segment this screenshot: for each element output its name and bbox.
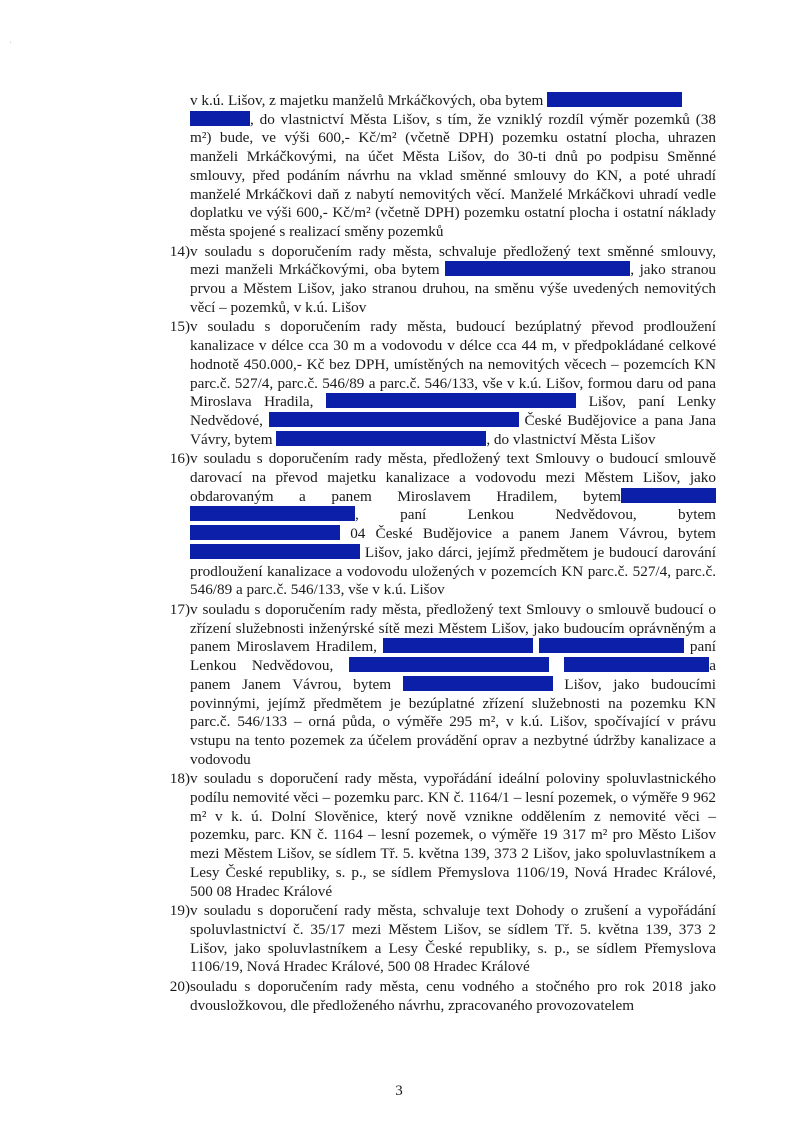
item-body — [190, 450, 716, 600]
intro-text-1: v k.ú. Lišov, z majetku manželů Mrkáčkových, oba bytem — [190, 92, 544, 109]
item-18 — [160, 770, 716, 901]
item-text: Lišov, jako dárci, jejímž předmětem je budoucí darování prodloužení kanalizace a vodovodu uložených v pozemcích KN parc.č. 527/4, parc.č. 546/89 a parc.č. 546/133, vše v k.ú. Lišov — [190, 543, 716, 599]
item-number: 14) — [169, 242, 190, 260]
item-body: souladu s doporučením rady města, cenu vodného a stočného pro rok 2018 jako dvousložkovou, dle předloženého návrhu, zpracovaného provozovatelem — [190, 978, 716, 1014]
item-number: 19) — [169, 902, 190, 920]
redaction-box — [445, 261, 630, 276]
item-body: v souladu s doporučení rady města, vypořádání ideální poloviny spoluvlastnického podílu nemovité věci – pozemku parc. KN č. 1164/1 – lesní pozemek, o výměře 9 962 m² v k. ú. Dolní Slověnice, který nově vznikne oddělením z nemovité věci – pozemku, parc. KN č. 1164 – lesní pozemek, o výměře 19 317 m² pro Město Lišov mezi Městem Lišov, se sídlem Tř. 5. května 139, 373 2 Lišov, jako spoluvlastníkem a Lesy České republiky, s. p., se sídlem Přemyslova 1106/19, Nová Hradec Králové, 500 08 Hradec Králové — [190, 770, 716, 900]
redaction-box — [547, 92, 682, 107]
redaction-box — [403, 676, 553, 691]
item-body — [190, 243, 716, 318]
scan-mark: ' — [10, 40, 12, 49]
redaction-box — [539, 638, 684, 653]
item-text: v souladu s doporučením rady města, předložený text Smlouvy o smlouvě budoucí o zřízení služebnosti inženýrské sítě mezi Městem Lišov, jako budoucím oprávněným a panem Miroslavem Hradilem, — [190, 600, 716, 656]
redaction-box — [621, 488, 716, 503]
redaction-box — [564, 657, 709, 672]
resolution-text — [160, 92, 716, 1015]
redaction-box — [326, 393, 576, 408]
item-number: 18) — [169, 770, 190, 788]
item-text: Lišov, jako budoucími povinnými, jejímž předmětem je bezúplatné zřízení služebnosti na pozemku KN parc.č. 546/133 – orná půda, o výměře 295 m², v k.ú. Lišov, spočívající v právu vstupu na tento pozemek za účelem provádění oprav a nezbytné údržby kanalizace a vodovodu — [190, 675, 716, 768]
item-number: 20) — [169, 978, 190, 996]
item-text: v souladu s doporučením rady města, předložený text Smlouvy o budoucí smlouvě darovací na převod majetku kanalizace a vodovodu mezi Městem Lišov, jako obdarovaným a panem Miroslavem Hradilem, bytem — [190, 450, 716, 505]
redaction-box — [190, 544, 360, 559]
redaction-box — [276, 431, 486, 446]
item-text: a panem Janem Vávrou, bytem — [190, 657, 716, 693]
item-text: v souladu s doporučením rady města, schvaluje předložený text směnné smlouvy, mezi manželi Mrkáčkovými, oba bytem — [190, 242, 716, 279]
item-body: v souladu s doporučení rady města, schvaluje text Dohody o zrušení a vypořádání spoluvlastnictví č. 35/17 mezi Městem Lišov, se sídlem Tř. 5. května 139, 373 2 Lišov, jako spoluvlastníkem a Lesy České republiky, s. p., se sídlem Přemyslova 1106/19, Nová Hradec Králové, 500 08 Hradec Králové — [190, 902, 716, 976]
item-text: , jako stranou prvou a Městem Lišov, jako stranou druhou, na směnu výše uvedených nemovitých věcí – pozemků, v k.ú. Lišov — [190, 261, 717, 316]
redaction-box — [383, 638, 533, 653]
item-number: 15) — [169, 318, 190, 336]
item-17 — [160, 601, 716, 769]
item-text: paní Lenkou Nedvědovou, — [190, 638, 717, 675]
item-16 — [160, 450, 716, 600]
item-body — [190, 601, 716, 769]
intro-text-2: , do vlastnictví Města Lišov, s tím, že vzniklý rozdíl výměr pozemků (38 m²) bude, ve výši 600,- Kč/m² (včetně DPH) pozemku ostatní plocha, uhrazen manželi Mrkáčkovými, na účet Města Lišov, do 30-ti dnů po podpisu Směnné smlouvy, před podáním návrhu na vklad směnné smlouvy do KN, a poté uhradí manželé Mrkáčkovi daň z nabytí nemovitých věcí. Manželé Mrkáčkovi uhradí vedle doplatku ve výši 600,- Kč/m² (včetně DPH) pozemku ostatní plocha i ostatní náklady města spojené s realizací směny pozemků — [190, 110, 716, 240]
item-body — [190, 318, 716, 449]
item-text: , paní Lenkou Nedvědovou, bytem — [355, 506, 716, 524]
redaction-box — [269, 412, 519, 427]
item-20 — [160, 978, 716, 1015]
redaction-box — [190, 111, 250, 126]
redaction-box — [190, 525, 340, 540]
item-text: v souladu s doporučením rady města, budoucí bezúplatný převod prodloužení kanalizace v délce cca 30 m a vodovodu v délce cca 44 m, v předpokládané celkové hodnotě 450.000,- Kč bez DPH, umístěných na nemovitých věcech – pozemcích KN parc.č. 527/4, parc.č. 546/89 a parc.č. 546/133, vše v k.ú. Lišov, formou daru od pana Miroslava Hradila, — [190, 318, 716, 411]
item-number: 17) — [169, 600, 190, 618]
redaction-box — [190, 506, 355, 521]
item-text: Lišov, paní Lenky Nedvědové, — [190, 393, 717, 429]
item-14 — [160, 243, 716, 318]
item-15 — [160, 318, 716, 449]
item-19 — [160, 902, 716, 977]
item-text: , do vlastnictví Města Lišov — [486, 430, 656, 448]
item-text: 04 České Budějovice a panem Janem Vávrou, bytem — [350, 525, 716, 543]
redaction-box — [349, 657, 549, 672]
page-number: 3 — [395, 1083, 403, 1099]
item-number: 16) — [169, 450, 190, 468]
intro-paragraph — [160, 92, 716, 242]
item-text: České Budějovice a pana Jana Vávry, bytem — [190, 411, 717, 448]
